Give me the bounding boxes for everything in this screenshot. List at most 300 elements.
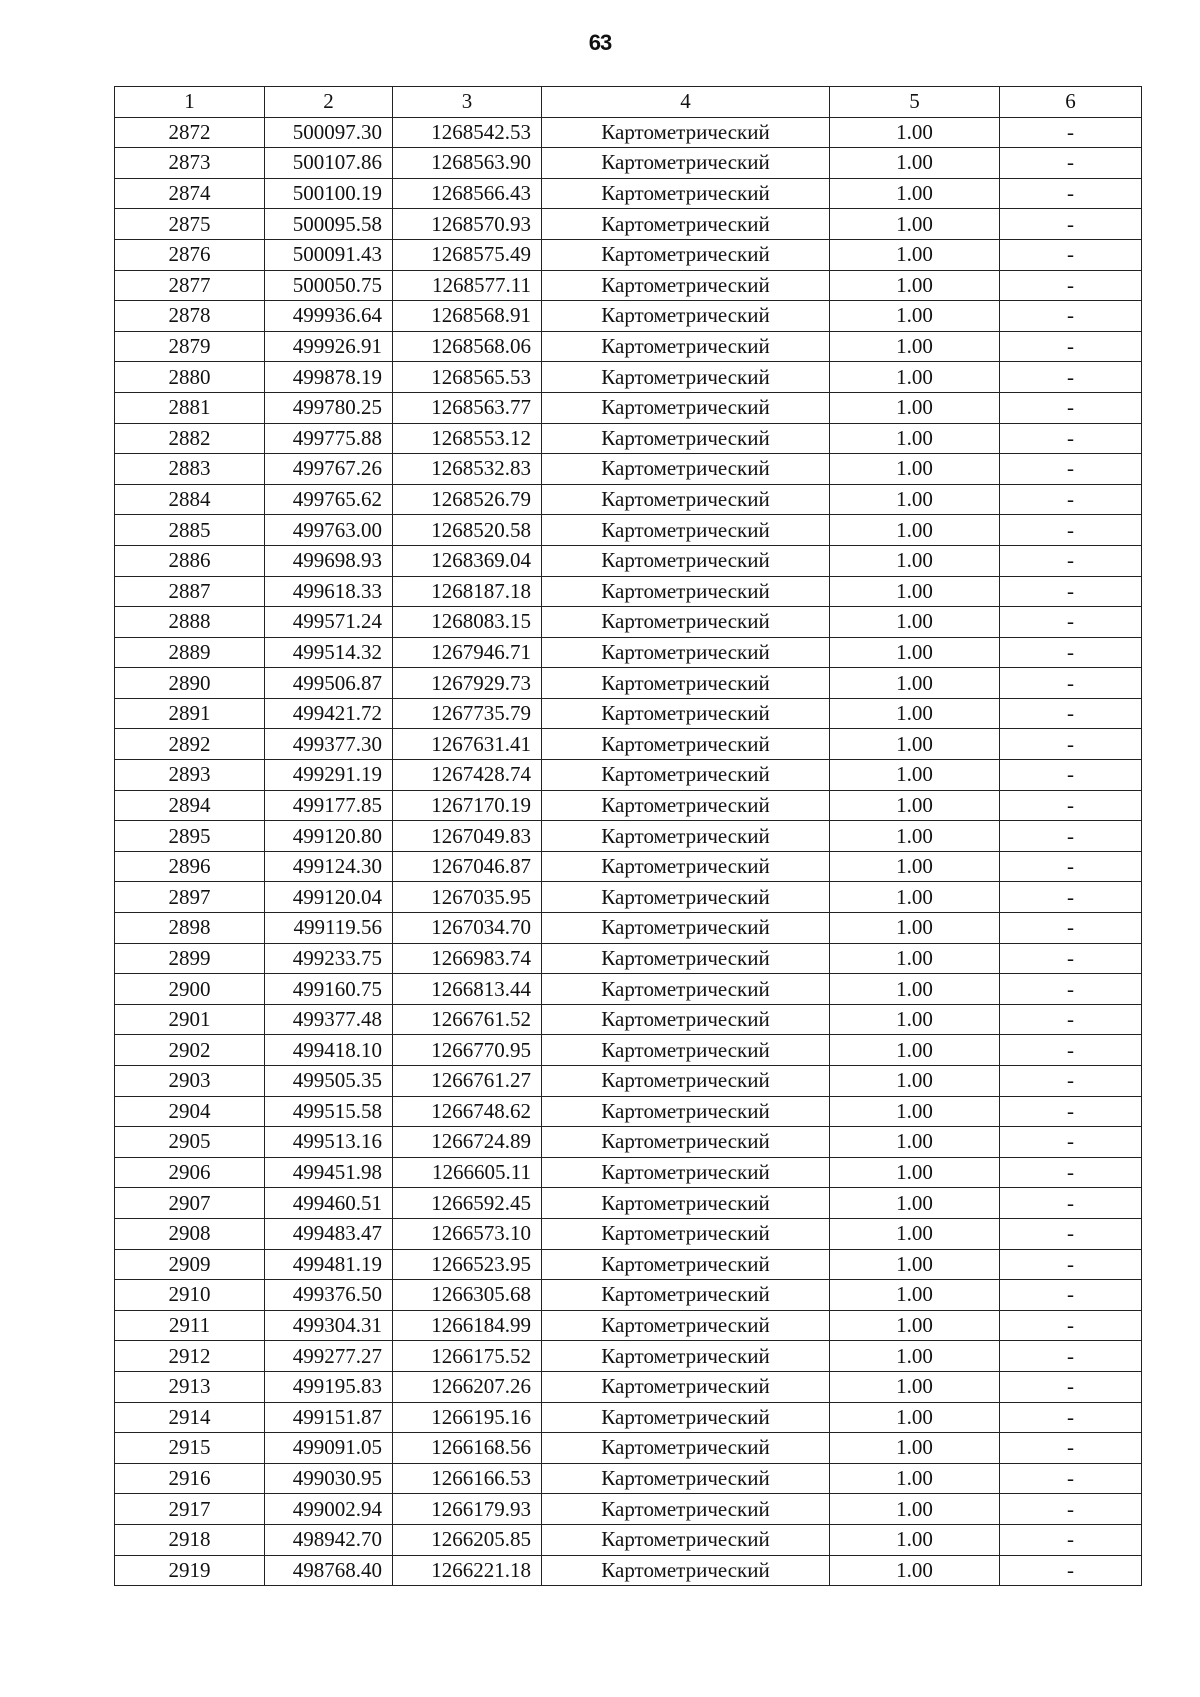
x-coordinate-cell: 499160.75	[265, 974, 393, 1005]
table-row	[115, 607, 1142, 638]
x-coordinate-cell: 500050.75	[265, 270, 393, 301]
x-coordinate-cell: 499767.26	[265, 454, 393, 485]
x-coordinate-cell: 499513.16	[265, 1127, 393, 1158]
accuracy-cell: 1.00	[830, 1402, 1000, 1433]
method-cell: Картометрический	[542, 1157, 830, 1188]
column-header-4: 4	[542, 87, 830, 118]
note-cell: -	[1000, 362, 1142, 393]
y-coordinate-cell: 1266207.26	[393, 1371, 542, 1402]
table-row	[115, 698, 1142, 729]
table-row	[115, 1310, 1142, 1341]
table-row	[115, 1402, 1142, 1433]
point-number-cell: 2892	[115, 729, 265, 760]
note-cell: -	[1000, 1249, 1142, 1280]
x-coordinate-cell: 499002.94	[265, 1494, 393, 1525]
accuracy-cell: 1.00	[830, 1494, 1000, 1525]
y-coordinate-cell: 1266748.62	[393, 1096, 542, 1127]
x-coordinate-cell: 499926.91	[265, 331, 393, 362]
accuracy-cell: 1.00	[830, 515, 1000, 546]
accuracy-cell: 1.00	[830, 790, 1000, 821]
note-cell: -	[1000, 913, 1142, 944]
table-row	[115, 301, 1142, 332]
y-coordinate-cell: 1266205.85	[393, 1524, 542, 1555]
x-coordinate-cell: 499177.85	[265, 790, 393, 821]
note-cell: -	[1000, 1371, 1142, 1402]
note-cell: -	[1000, 974, 1142, 1005]
method-cell: Картометрический	[542, 1218, 830, 1249]
x-coordinate-cell: 500100.19	[265, 178, 393, 209]
accuracy-cell: 1.00	[830, 668, 1000, 699]
note-cell: -	[1000, 821, 1142, 852]
y-coordinate-cell: 1268369.04	[393, 545, 542, 576]
method-cell: Картометрический	[542, 1463, 830, 1494]
accuracy-cell: 1.00	[830, 1127, 1000, 1158]
coordinates-table	[114, 86, 1142, 1586]
point-number-cell: 2877	[115, 270, 265, 301]
note-cell: -	[1000, 209, 1142, 240]
method-cell: Картометрический	[542, 423, 830, 454]
point-number-cell: 2916	[115, 1463, 265, 1494]
note-cell: -	[1000, 790, 1142, 821]
y-coordinate-cell: 1266195.16	[393, 1402, 542, 1433]
method-cell: Картометрический	[542, 1280, 830, 1311]
accuracy-cell: 1.00	[830, 454, 1000, 485]
method-cell: Картометрический	[542, 1310, 830, 1341]
method-cell: Картометрический	[542, 362, 830, 393]
method-cell: Картометрический	[542, 1096, 830, 1127]
accuracy-cell: 1.00	[830, 729, 1000, 760]
note-cell: -	[1000, 239, 1142, 270]
table-row	[115, 392, 1142, 423]
column-header-3: 3	[393, 87, 542, 118]
note-cell: -	[1000, 423, 1142, 454]
point-number-cell: 2881	[115, 392, 265, 423]
accuracy-cell: 1.00	[830, 607, 1000, 638]
y-coordinate-cell: 1268520.58	[393, 515, 542, 546]
accuracy-cell: 1.00	[830, 1218, 1000, 1249]
x-coordinate-cell: 500107.86	[265, 148, 393, 179]
y-coordinate-cell: 1268187.18	[393, 576, 542, 607]
note-cell: -	[1000, 117, 1142, 148]
point-number-cell: 2918	[115, 1524, 265, 1555]
accuracy-cell: 1.00	[830, 974, 1000, 1005]
x-coordinate-cell: 499765.62	[265, 484, 393, 515]
accuracy-cell: 1.00	[830, 1433, 1000, 1464]
accuracy-cell: 1.00	[830, 270, 1000, 301]
note-cell: -	[1000, 943, 1142, 974]
method-cell: Картометрический	[542, 1249, 830, 1280]
accuracy-cell: 1.00	[830, 301, 1000, 332]
y-coordinate-cell: 1266770.95	[393, 1035, 542, 1066]
method-cell: Картометрический	[542, 1371, 830, 1402]
table-row	[115, 515, 1142, 546]
accuracy-cell: 1.00	[830, 1371, 1000, 1402]
table-row	[115, 484, 1142, 515]
point-number-cell: 2909	[115, 1249, 265, 1280]
accuracy-cell: 1.00	[830, 760, 1000, 791]
x-coordinate-cell: 499377.48	[265, 1004, 393, 1035]
method-cell: Картометрический	[542, 1188, 830, 1219]
note-cell: -	[1000, 1127, 1142, 1158]
table-row	[115, 239, 1142, 270]
method-cell: Картометрический	[542, 454, 830, 485]
accuracy-cell: 1.00	[830, 423, 1000, 454]
x-coordinate-cell: 499451.98	[265, 1157, 393, 1188]
point-number-cell: 2894	[115, 790, 265, 821]
method-cell: Картометрический	[542, 1555, 830, 1586]
table-row	[115, 1463, 1142, 1494]
note-cell: -	[1000, 882, 1142, 913]
table-row	[115, 851, 1142, 882]
note-cell: -	[1000, 729, 1142, 760]
point-number-cell: 2901	[115, 1004, 265, 1035]
table-row	[115, 1157, 1142, 1188]
table-row	[115, 178, 1142, 209]
y-coordinate-cell: 1266605.11	[393, 1157, 542, 1188]
x-coordinate-cell: 499514.32	[265, 637, 393, 668]
note-cell: -	[1000, 1218, 1142, 1249]
note-cell: -	[1000, 637, 1142, 668]
method-cell: Картометрический	[542, 913, 830, 944]
accuracy-cell: 1.00	[830, 209, 1000, 240]
table-row	[115, 1127, 1142, 1158]
point-number-cell: 2914	[115, 1402, 265, 1433]
table-row	[115, 729, 1142, 760]
note-cell: -	[1000, 1280, 1142, 1311]
y-coordinate-cell: 1268568.06	[393, 331, 542, 362]
note-cell: -	[1000, 607, 1142, 638]
note-cell: -	[1000, 1035, 1142, 1066]
note-cell: -	[1000, 301, 1142, 332]
y-coordinate-cell: 1267735.79	[393, 698, 542, 729]
accuracy-cell: 1.00	[830, 178, 1000, 209]
table-row	[115, 270, 1142, 301]
point-number-cell: 2882	[115, 423, 265, 454]
note-cell: -	[1000, 331, 1142, 362]
point-number-cell: 2904	[115, 1096, 265, 1127]
x-coordinate-cell: 500095.58	[265, 209, 393, 240]
table-row	[115, 545, 1142, 576]
y-coordinate-cell: 1267631.41	[393, 729, 542, 760]
table-row	[115, 1494, 1142, 1525]
method-cell: Картометрический	[542, 821, 830, 852]
accuracy-cell: 1.00	[830, 1188, 1000, 1219]
accuracy-cell: 1.00	[830, 392, 1000, 423]
table-row	[115, 668, 1142, 699]
note-cell: -	[1000, 454, 1142, 485]
page-number: 63	[588, 30, 612, 55]
method-cell: Картометрический	[542, 943, 830, 974]
table-row	[115, 1280, 1142, 1311]
point-number-cell: 2908	[115, 1218, 265, 1249]
table-row	[115, 1218, 1142, 1249]
y-coordinate-cell: 1267035.95	[393, 882, 542, 913]
point-number-cell: 2917	[115, 1494, 265, 1525]
table-row	[115, 913, 1142, 944]
y-coordinate-cell: 1267946.71	[393, 637, 542, 668]
table-row	[115, 1066, 1142, 1097]
y-coordinate-cell: 1267049.83	[393, 821, 542, 852]
y-coordinate-cell: 1268577.11	[393, 270, 542, 301]
table-row	[115, 1249, 1142, 1280]
column-header-2: 2	[265, 87, 393, 118]
y-coordinate-cell: 1266184.99	[393, 1310, 542, 1341]
point-number-cell: 2890	[115, 668, 265, 699]
x-coordinate-cell: 499233.75	[265, 943, 393, 974]
accuracy-cell: 1.00	[830, 148, 1000, 179]
method-cell: Картометрический	[542, 1341, 830, 1372]
y-coordinate-cell: 1266983.74	[393, 943, 542, 974]
accuracy-cell: 1.00	[830, 362, 1000, 393]
x-coordinate-cell: 499376.50	[265, 1280, 393, 1311]
note-cell: -	[1000, 484, 1142, 515]
point-number-cell: 2900	[115, 974, 265, 1005]
accuracy-cell: 1.00	[830, 331, 1000, 362]
y-coordinate-cell: 1266761.27	[393, 1066, 542, 1097]
note-cell: -	[1000, 392, 1142, 423]
table-row	[115, 209, 1142, 240]
method-cell: Картометрический	[542, 1494, 830, 1525]
table-body	[115, 117, 1142, 1586]
x-coordinate-cell: 499481.19	[265, 1249, 393, 1280]
y-coordinate-cell: 1266168.56	[393, 1433, 542, 1464]
method-cell: Картометрический	[542, 392, 830, 423]
y-coordinate-cell: 1268542.53	[393, 117, 542, 148]
note-cell: -	[1000, 851, 1142, 882]
y-coordinate-cell: 1266221.18	[393, 1555, 542, 1586]
point-number-cell: 2912	[115, 1341, 265, 1372]
table-row	[115, 148, 1142, 179]
method-cell: Картометрический	[542, 607, 830, 638]
point-number-cell: 2886	[115, 545, 265, 576]
y-coordinate-cell: 1267929.73	[393, 668, 542, 699]
note-cell: -	[1000, 1004, 1142, 1035]
point-number-cell: 2915	[115, 1433, 265, 1464]
table-row	[115, 1433, 1142, 1464]
point-number-cell: 2872	[115, 117, 265, 148]
point-number-cell: 2878	[115, 301, 265, 332]
point-number-cell: 2911	[115, 1310, 265, 1341]
x-coordinate-cell: 499030.95	[265, 1463, 393, 1494]
y-coordinate-cell: 1267428.74	[393, 760, 542, 791]
table-row	[115, 362, 1142, 393]
x-coordinate-cell: 499418.10	[265, 1035, 393, 1066]
method-cell: Картометрический	[542, 698, 830, 729]
point-number-cell: 2898	[115, 913, 265, 944]
accuracy-cell: 1.00	[830, 576, 1000, 607]
note-cell: -	[1000, 545, 1142, 576]
table-row	[115, 423, 1142, 454]
accuracy-cell: 1.00	[830, 1310, 1000, 1341]
point-number-cell: 2891	[115, 698, 265, 729]
method-cell: Картометрический	[542, 882, 830, 913]
note-cell: -	[1000, 698, 1142, 729]
x-coordinate-cell: 499571.24	[265, 607, 393, 638]
method-cell: Картометрический	[542, 760, 830, 791]
method-cell: Картометрический	[542, 1402, 830, 1433]
note-cell: -	[1000, 1188, 1142, 1219]
point-number-cell: 2885	[115, 515, 265, 546]
method-cell: Картометрический	[542, 209, 830, 240]
y-coordinate-cell: 1268566.43	[393, 178, 542, 209]
method-cell: Картометрический	[542, 331, 830, 362]
note-cell: -	[1000, 1310, 1142, 1341]
table-row	[115, 760, 1142, 791]
note-cell: -	[1000, 1157, 1142, 1188]
method-cell: Картометрический	[542, 729, 830, 760]
point-number-cell: 2884	[115, 484, 265, 515]
x-coordinate-cell: 499195.83	[265, 1371, 393, 1402]
note-cell: -	[1000, 1463, 1142, 1494]
x-coordinate-cell: 499775.88	[265, 423, 393, 454]
accuracy-cell: 1.00	[830, 1066, 1000, 1097]
x-coordinate-cell: 499291.19	[265, 760, 393, 791]
note-cell: -	[1000, 668, 1142, 699]
x-coordinate-cell: 499515.58	[265, 1096, 393, 1127]
x-coordinate-cell: 500091.43	[265, 239, 393, 270]
x-coordinate-cell: 499124.30	[265, 851, 393, 882]
table-header	[115, 87, 1142, 118]
accuracy-cell: 1.00	[830, 1341, 1000, 1372]
y-coordinate-cell: 1268565.53	[393, 362, 542, 393]
method-cell: Картометрический	[542, 117, 830, 148]
note-cell: -	[1000, 576, 1142, 607]
method-cell: Картометрический	[542, 301, 830, 332]
y-coordinate-cell: 1268563.90	[393, 148, 542, 179]
x-coordinate-cell: 499120.04	[265, 882, 393, 913]
y-coordinate-cell: 1266573.10	[393, 1218, 542, 1249]
note-cell: -	[1000, 1433, 1142, 1464]
y-coordinate-cell: 1268526.79	[393, 484, 542, 515]
point-number-cell: 2903	[115, 1066, 265, 1097]
point-number-cell: 2910	[115, 1280, 265, 1311]
note-cell: -	[1000, 178, 1142, 209]
table-row	[115, 1555, 1142, 1586]
note-cell: -	[1000, 515, 1142, 546]
accuracy-cell: 1.00	[830, 913, 1000, 944]
note-cell: -	[1000, 148, 1142, 179]
table-row	[115, 1371, 1142, 1402]
x-coordinate-cell: 499506.87	[265, 668, 393, 699]
table-row	[115, 331, 1142, 362]
method-cell: Картометрический	[542, 851, 830, 882]
x-coordinate-cell: 500097.30	[265, 117, 393, 148]
accuracy-cell: 1.00	[830, 698, 1000, 729]
point-number-cell: 2883	[115, 454, 265, 485]
accuracy-cell: 1.00	[830, 1035, 1000, 1066]
x-coordinate-cell: 499763.00	[265, 515, 393, 546]
column-header-5: 5	[830, 87, 1000, 118]
method-cell: Картометрический	[542, 576, 830, 607]
note-cell: -	[1000, 760, 1142, 791]
x-coordinate-cell: 499780.25	[265, 392, 393, 423]
y-coordinate-cell: 1268575.49	[393, 239, 542, 270]
table-row	[115, 117, 1142, 148]
accuracy-cell: 1.00	[830, 1096, 1000, 1127]
accuracy-cell: 1.00	[830, 851, 1000, 882]
x-coordinate-cell: 499618.33	[265, 576, 393, 607]
point-number-cell: 2893	[115, 760, 265, 791]
table-row	[115, 882, 1142, 913]
point-number-cell: 2875	[115, 209, 265, 240]
method-cell: Картометрический	[542, 668, 830, 699]
point-number-cell: 2905	[115, 1127, 265, 1158]
table-row	[115, 576, 1142, 607]
table-row	[115, 454, 1142, 485]
accuracy-cell: 1.00	[830, 545, 1000, 576]
method-cell: Картометрический	[542, 1524, 830, 1555]
method-cell: Картометрический	[542, 1004, 830, 1035]
point-number-cell: 2879	[115, 331, 265, 362]
table-row	[115, 1341, 1142, 1372]
accuracy-cell: 1.00	[830, 637, 1000, 668]
table-row	[115, 821, 1142, 852]
y-coordinate-cell: 1266761.52	[393, 1004, 542, 1035]
y-coordinate-cell: 1268083.15	[393, 607, 542, 638]
note-cell: -	[1000, 1341, 1142, 1372]
accuracy-cell: 1.00	[830, 1524, 1000, 1555]
accuracy-cell: 1.00	[830, 1555, 1000, 1586]
accuracy-cell: 1.00	[830, 821, 1000, 852]
method-cell: Картометрический	[542, 239, 830, 270]
x-coordinate-cell: 499421.72	[265, 698, 393, 729]
y-coordinate-cell: 1268532.83	[393, 454, 542, 485]
y-coordinate-cell: 1267034.70	[393, 913, 542, 944]
point-number-cell: 2888	[115, 607, 265, 638]
note-cell: -	[1000, 1096, 1142, 1127]
x-coordinate-cell: 499277.27	[265, 1341, 393, 1372]
note-cell: -	[1000, 1555, 1142, 1586]
x-coordinate-cell: 499483.47	[265, 1218, 393, 1249]
x-coordinate-cell: 499936.64	[265, 301, 393, 332]
y-coordinate-cell: 1268570.93	[393, 209, 542, 240]
point-number-cell: 2919	[115, 1555, 265, 1586]
method-cell: Картометрический	[542, 1066, 830, 1097]
y-coordinate-cell: 1268563.77	[393, 392, 542, 423]
table-row	[115, 1004, 1142, 1035]
method-cell: Картометрический	[542, 1127, 830, 1158]
x-coordinate-cell: 499304.31	[265, 1310, 393, 1341]
x-coordinate-cell: 499119.56	[265, 913, 393, 944]
x-coordinate-cell: 499151.87	[265, 1402, 393, 1433]
column-header-6: 6	[1000, 87, 1142, 118]
x-coordinate-cell: 498942.70	[265, 1524, 393, 1555]
y-coordinate-cell: 1267170.19	[393, 790, 542, 821]
y-coordinate-cell: 1266166.53	[393, 1463, 542, 1494]
y-coordinate-cell: 1268568.91	[393, 301, 542, 332]
method-cell: Картометрический	[542, 545, 830, 576]
method-cell: Картометрический	[542, 790, 830, 821]
x-coordinate-cell: 499091.05	[265, 1433, 393, 1464]
point-number-cell: 2907	[115, 1188, 265, 1219]
accuracy-cell: 1.00	[830, 117, 1000, 148]
point-number-cell: 2896	[115, 851, 265, 882]
accuracy-cell: 1.00	[830, 239, 1000, 270]
accuracy-cell: 1.00	[830, 943, 1000, 974]
accuracy-cell: 1.00	[830, 484, 1000, 515]
point-number-cell: 2895	[115, 821, 265, 852]
y-coordinate-cell: 1266724.89	[393, 1127, 542, 1158]
y-coordinate-cell: 1266523.95	[393, 1249, 542, 1280]
table-row	[115, 1188, 1142, 1219]
method-cell: Картометрический	[542, 1035, 830, 1066]
method-cell: Картометрический	[542, 1433, 830, 1464]
method-cell: Картометрический	[542, 178, 830, 209]
point-number-cell: 2906	[115, 1157, 265, 1188]
table-row	[115, 637, 1142, 668]
accuracy-cell: 1.00	[830, 1004, 1000, 1035]
method-cell: Картометрический	[542, 270, 830, 301]
